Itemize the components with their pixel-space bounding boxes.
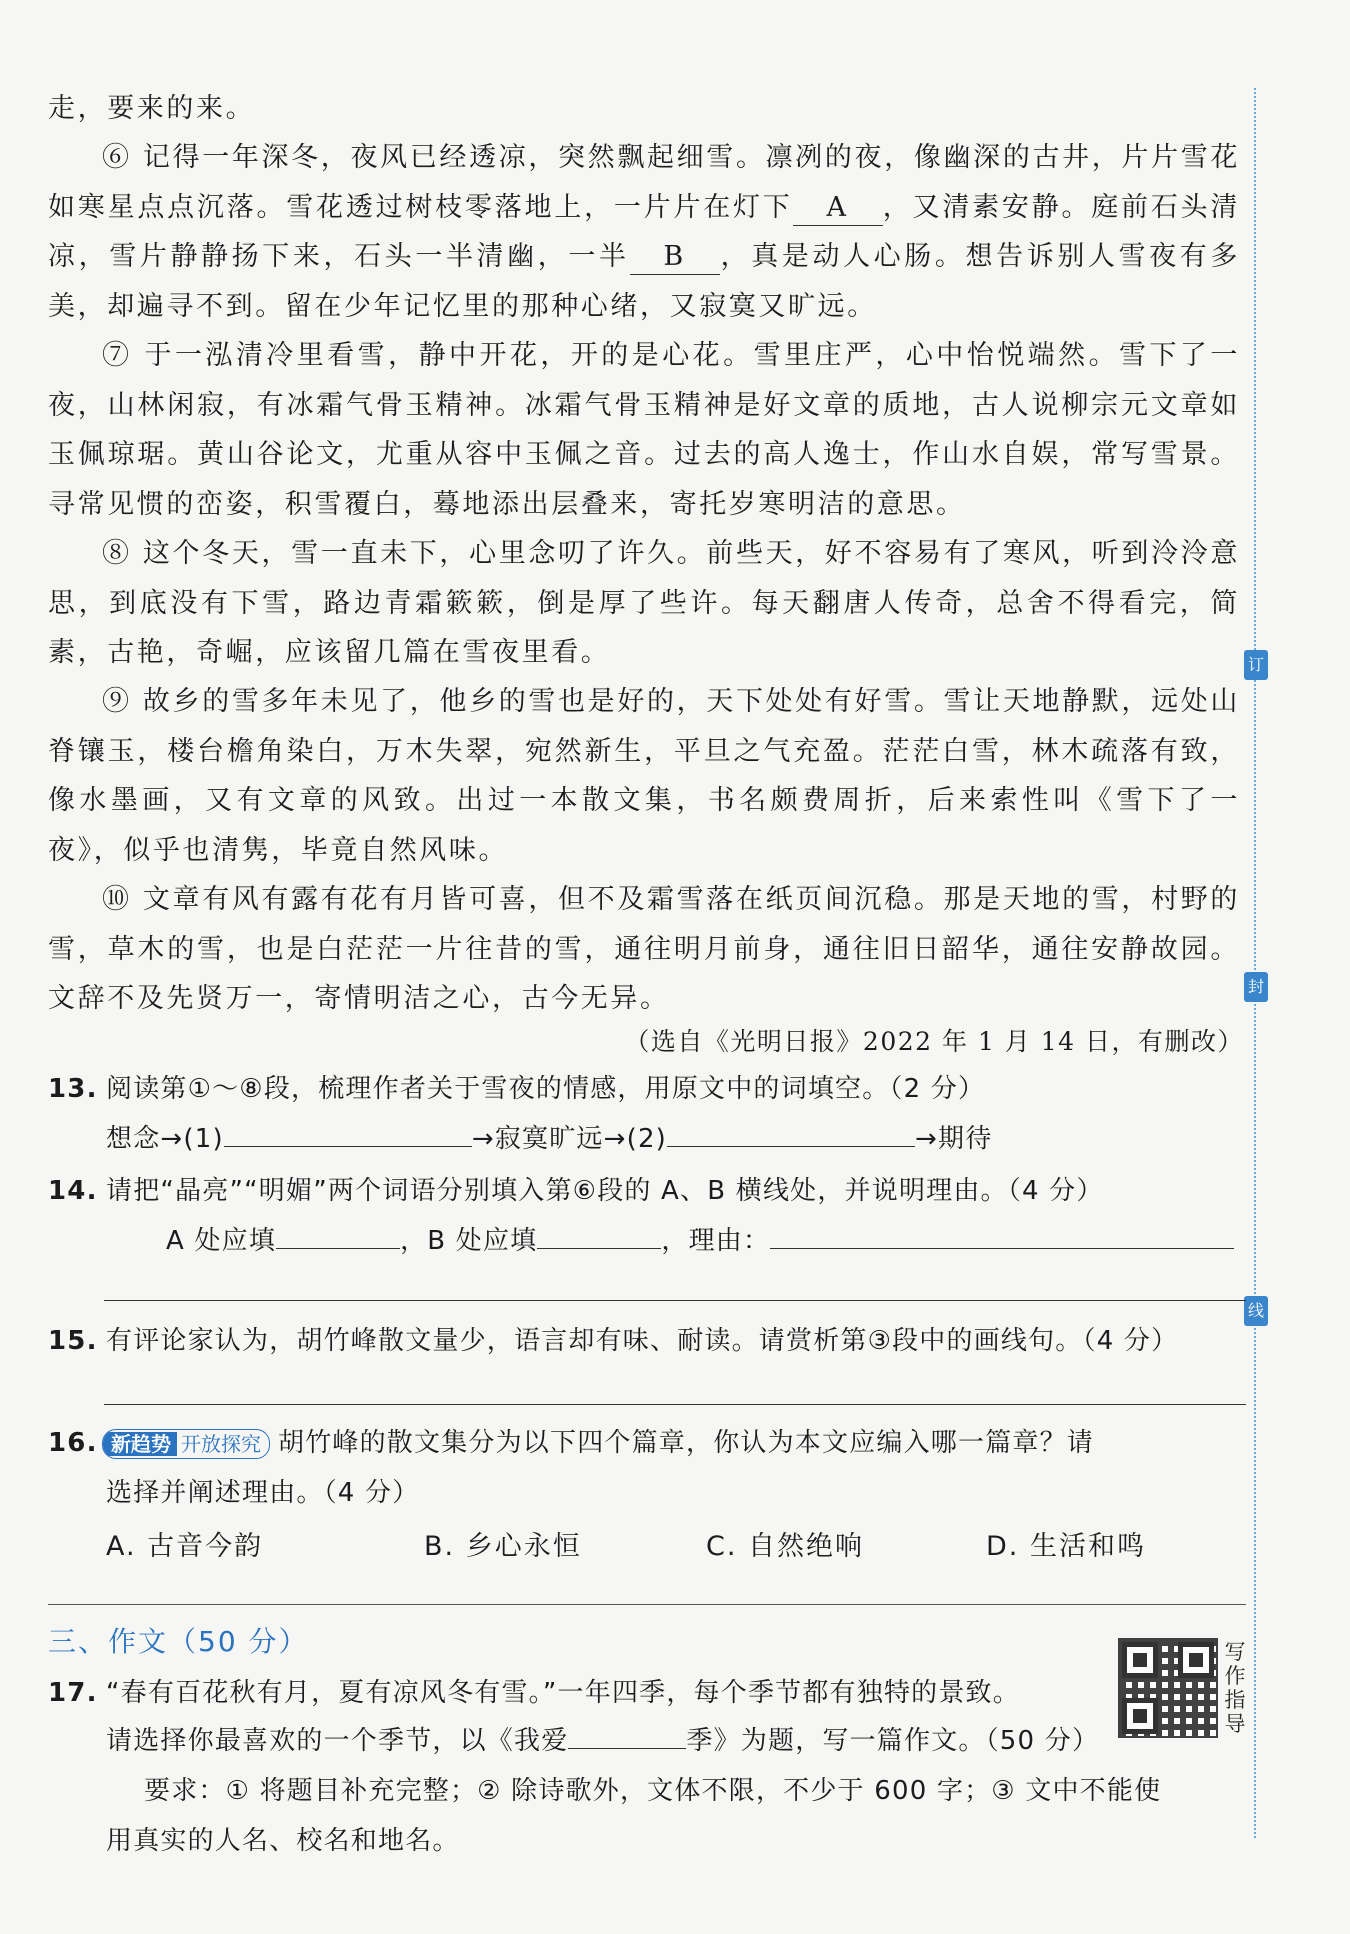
q17-title-prefix: 请选择你最喜欢的一个季节，以《我爱 <box>106 1726 569 1756</box>
writing-guide-label <box>1222 1640 1248 1736</box>
q17-title-suffix: 季》为题，写一篇作文。（50 分） <box>686 1726 1100 1756</box>
qr-finder-top-right <box>1178 1642 1214 1678</box>
question-13-answer-row <box>106 1118 992 1155</box>
new-trend-tag <box>102 1429 270 1459</box>
q14-answer-line[interactable] <box>104 1300 1246 1301</box>
binding-tab-ding: 订 <box>1244 650 1268 680</box>
question-15-number: 15. <box>48 1326 98 1356</box>
binding-tab-feng: 封 <box>1244 972 1268 1002</box>
qr-finder-top-left <box>1122 1642 1158 1678</box>
question-15-text: 有评论家认为，胡竹峰散文量少，语言却有味、耐读。请赏析第③段中的画线句。（4 分） <box>106 1326 1179 1356</box>
source-citation: （选自《光明日报》2022 年 1 月 14 日，有删改） <box>624 1027 1244 1056</box>
tag-new-trend: 新趋势 <box>103 1432 177 1456</box>
qr-label-char-4: 导 <box>1224 1712 1246 1736</box>
q13-step-2: →寂寞旷远→(2) <box>471 1124 668 1154</box>
paragraph-10: ⑩ 文章有风有露有花有月皆可喜，但不及霜雪落在纸页间沉稳。那是天地的雪，村野的雪，草木的雪，也是白茫茫一片往昔的雪，通往明月前身，通往旧日韶华，通往安静故园。文辞不及先贤万一，寄情明洁之心，古今无异。 <box>48 884 1240 1014</box>
q13-step-1: 想念→(1) <box>106 1124 224 1154</box>
binding-tab-xian: 线 <box>1244 1296 1268 1326</box>
question-15 <box>48 1316 1248 1366</box>
paragraph-8: ⑧ 这个冬天，雪一直未下，心里念叨了许久。前些天，好不容易有了寒风，听到泠泠意思，到底没有下雪，路边青霜簌簌，倒是厚了些许。每天翻唐人传奇，总舍不得看完，简素，古艳，奇崛，应该留几篇在雪夜里看。 <box>48 538 1240 668</box>
question-14-number: 14. <box>48 1176 98 1206</box>
q13-blank-1[interactable] <box>224 1118 472 1147</box>
tag-open-inquiry: 开放探究 <box>181 1431 261 1456</box>
q14-label-b: ，B 处应填 <box>400 1226 538 1256</box>
question-16 <box>48 1418 1248 1468</box>
question-14-text: 请把“晶亮”“明媚”两个词语分别填入第⑥段的 A、B 横线处，并说明理由。（4 分） <box>106 1176 1104 1206</box>
blank-a: A <box>793 191 883 226</box>
qr-label-char-2: 作 <box>1224 1664 1246 1688</box>
option-d[interactable]: D. 生活和鸣 <box>986 1531 1146 1562</box>
q13-blank-2[interactable] <box>667 1118 915 1147</box>
question-17-requirements-2: 用真实的人名、校名和地名。 <box>106 1826 460 1856</box>
section-divider <box>48 1604 1246 1605</box>
option-b[interactable]: B. 乡心永恒 <box>424 1531 582 1562</box>
question-13-number: 13. <box>48 1074 98 1104</box>
option-a[interactable]: A. 古音今韵 <box>106 1531 264 1562</box>
paragraph-continuation: 走，要来的来。 <box>48 93 256 124</box>
question-13 <box>48 1064 1248 1114</box>
paragraph-6-part-2: ，又清素安静。庭前石头清凉，雪片静静扬下来，石头一半清幽，一半 <box>48 191 1240 272</box>
qr-label-char-3: 指 <box>1224 1688 1246 1712</box>
section-3-heading <box>48 1620 309 1660</box>
option-c[interactable]: C. 自然绝响 <box>706 1531 865 1562</box>
question-13-text: 阅读第①～⑧段，梳理作者关于雪夜的情感，用原文中的词填空。（2 分） <box>106 1074 986 1104</box>
paragraph-6 <box>48 133 1240 331</box>
question-16-number: 16. <box>48 1428 98 1458</box>
qr-finder-bottom-left <box>1122 1698 1158 1734</box>
binding-dotted-line <box>1254 88 1256 1838</box>
paragraph-9: ⑨ 故乡的雪多年未见了，他乡的雪也是好的，天下处处有好雪。雪让天地静默，远处山脊镶玉，楼台檐角染白，万木失翠，宛然新生，平旦之气充盈。茫茫白雪，林木疏落有致，像水墨画，又有文章的风致。出过一本散文集，书名颇费周折，后来索性叫《雪下了一夜》，似乎也清隽，毕竟自然风味。 <box>48 686 1240 866</box>
question-17 <box>48 1668 1248 1718</box>
blank-b: B <box>630 240 720 275</box>
q14-blank-b[interactable] <box>537 1220 661 1249</box>
section-3-title: 三、作文 <box>48 1625 169 1658</box>
question-14 <box>48 1166 1248 1216</box>
q14-label-a: A 处应填 <box>166 1226 277 1256</box>
paragraph-7: ⑦ 于一泓清冷里看雪，静中开花，开的是心花。雪里庄严，心中怡悦端然。雪下了一夜，山林闲寂，有冰霜气骨玉精神。冰霜气骨玉精神是好文章的质地，古人说柳宗元文章如玉佩琼琚。黄山谷论文，尤重从容中玉佩之音。过去的高人逸士，作山水自娱，常写雪景。寻常见惯的峦姿，积雪覆白，蓦地添出层叠来，寄托岁寒明洁的意思。 <box>48 340 1240 520</box>
question-16-text-2: 选择并阐述理由。（4 分） <box>106 1478 420 1508</box>
q15-answer-line[interactable] <box>104 1404 1246 1405</box>
q14-blank-a[interactable] <box>276 1220 400 1249</box>
question-17-number: 17. <box>48 1678 98 1708</box>
paragraph-6-part-3: ，真是动人心肠。想告诉别人雪夜有多美，却遍寻不到。留在少年记忆里的那种心绪，又寂寞又旷远。 <box>48 241 1240 322</box>
question-14-answer-row <box>166 1220 1234 1257</box>
qr-code-icon[interactable] <box>1118 1638 1218 1738</box>
question-17-line-2 <box>106 1720 1099 1757</box>
qr-label-char-1: 写 <box>1224 1640 1246 1664</box>
question-17-line-1: “春有百花秋有月，夏有凉风冬有雪。”一年四季，每个季节都有独特的景致。 <box>106 1678 1020 1708</box>
paragraph-6-part-1: ⑥ 记得一年深冬，夜风已经透凉，突然飘起细雪。凛冽的夜，像幽深的古井，片片雪花如寒星点点沉落。雪花透过树枝零落地上，一片片在灯下 <box>48 142 1240 223</box>
q14-blank-reason[interactable] <box>770 1220 1234 1249</box>
question-16-text-1: 胡竹峰的散文集分为以下四个篇章，你认为本文应编入哪一篇章？请 <box>278 1428 1095 1458</box>
q13-step-3: →期待 <box>915 1124 993 1154</box>
question-17-requirements: 要求：① 将题目补充完整；② 除诗歌外，文体不限，不少于 600 字；③ 文中不能使 <box>144 1776 1162 1806</box>
section-3-score: （50 分） <box>168 1625 309 1658</box>
q17-title-blank[interactable] <box>568 1720 686 1749</box>
q14-label-reason: ，理由： <box>661 1226 771 1256</box>
